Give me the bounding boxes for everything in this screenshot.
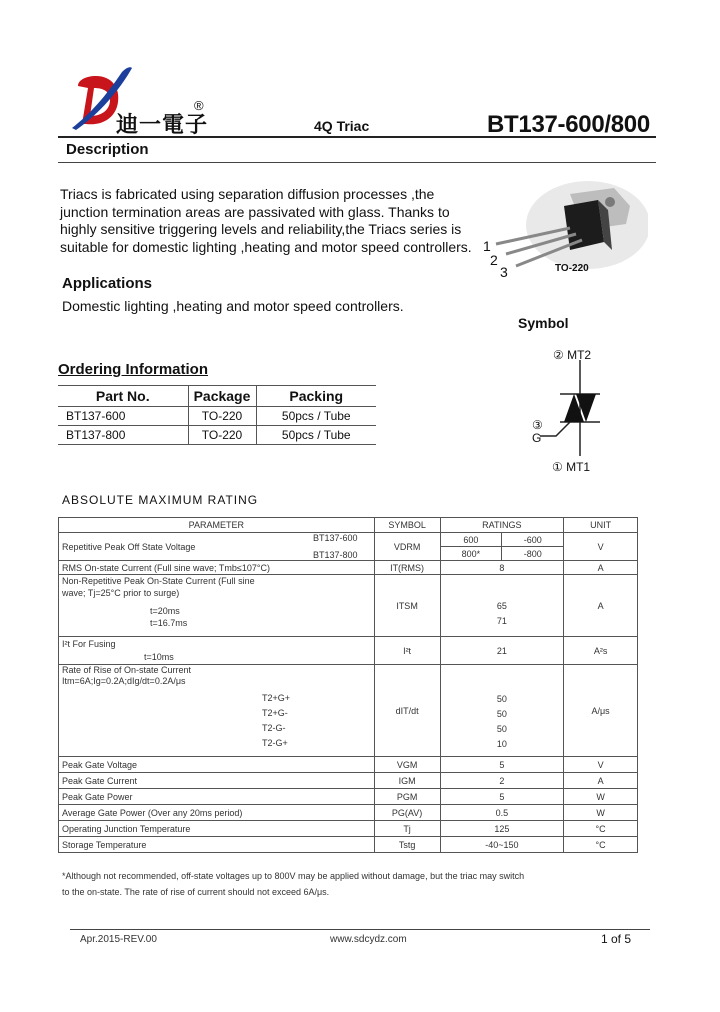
column-header: PARAMETER [59,518,375,533]
registered-mark: ® [194,98,204,113]
mt2-label: ② MT2 [553,348,592,362]
table-row [59,757,638,773]
rating-cell: -800 [502,547,564,561]
param-sub: T2-G- [262,723,286,733]
param-sub: T2+G- [262,708,288,718]
param-text: wave; Tj=25°C prior to surge) [62,588,180,598]
table-cell: BT137-800 [58,426,188,445]
param-sub: BT137-600 [313,533,358,543]
rating-cell: 5 [440,757,564,773]
rating-cell: 800* [440,547,502,561]
table-cell: BT137-600 [58,407,188,426]
table-cell: 50pcs / Tube [256,407,376,426]
param-cell [59,575,375,637]
unit-cell: A²s [564,637,638,665]
device-type: 4Q Triac [314,118,370,134]
rating-value: 50 [496,693,507,704]
rating-cell: 0.5 [440,805,564,821]
rating-cell: 8 [440,561,564,575]
rating-cell [440,575,564,637]
rating-cell: 21 [440,637,564,665]
column-header: UNIT [564,518,638,533]
rating-value: 50 [496,723,507,734]
description-line: Triacs is fabricated using separation diffusion processes ,the [60,186,435,202]
amr-table [58,517,638,853]
description-line: highly sensitive triggering levels and reliability,the Triacs series is [60,221,462,237]
table-row [59,837,638,853]
rating-cell: 5 [440,789,564,805]
table-row [58,407,376,426]
param-sub: t=20ms [150,606,180,616]
unit-cell: A/μs [564,665,638,757]
table-row [58,426,376,445]
param-text: Itm=6A;Ig=0.2A;dIg/dt=0.2A/μs [62,676,186,686]
footnote-line: to the on-state. The rate of rise of current should not exceed 6A/μs. [62,887,330,897]
gate-label: G [532,431,542,445]
param-sub: t=16.7ms [150,618,188,628]
ordering-heading: Ordering Information [58,361,208,378]
column-header: Packing [256,386,376,407]
unit-cell: W [564,789,638,805]
table-header-row [58,386,376,407]
unit-cell: °C [564,837,638,853]
symbol-cell: dIT/dt [374,665,440,757]
header-rule [58,136,656,138]
table-row [59,533,638,547]
applications-text: Domestic lighting ,heating and motor speed controllers. [62,298,404,314]
description-text [60,186,470,256]
table-row [59,561,638,575]
unit-cell: V [564,533,638,561]
param-sub: T2-G+ [262,738,288,748]
symbol-heading: Symbol [518,315,569,331]
document-title: BT137-600/800 [487,111,650,138]
rating-cell: 2 [440,773,564,789]
table-row [59,637,638,665]
param-sub: t=10ms [144,651,174,662]
symbol-cell: Tstg [374,837,440,853]
param-cell: RMS On-state Current (Full sine wave; Tmb≤107°C) [59,561,375,575]
rating-cell [440,665,564,757]
symbol-cell: PG(AV) [374,805,440,821]
table-row [59,575,638,637]
description-rule [58,162,656,163]
symbol-cell: Tj [374,821,440,837]
unit-cell: A [564,561,638,575]
param-cell: Operating Junction Temperature [59,821,375,837]
param-sub: T2+G+ [262,693,291,703]
table-cell: TO-220 [188,407,256,426]
pin-number: 1 [483,238,491,254]
footnote [62,868,582,900]
param-cell: Average Gate Power (Over any 20ms period) [59,805,375,821]
unit-cell: A [564,773,638,789]
table-row [59,805,638,821]
package-label: TO-220 [555,263,589,274]
rating-cell: 125 [440,821,564,837]
symbol-cell: IT(RMS) [374,561,440,575]
table-row [59,665,638,757]
symbol-cell: VDRM [374,533,440,561]
rating-cell: -600 [502,533,564,547]
description-line: suitable for domestic lighting ,heating and motor speed controllers. [60,238,472,255]
table-row [59,789,638,805]
column-header: SYMBOL [374,518,440,533]
symbol-cell: I²t [374,637,440,665]
param-text: Repetitive Peak Off State Voltage [62,541,196,552]
footer-revision: Apr.2015-REV.00 [80,934,157,945]
column-header: Package [188,386,256,407]
table-row [59,821,638,837]
unit-cell: °C [564,821,638,837]
rating-value: 50 [496,708,507,719]
unit-cell: W [564,805,638,821]
footer-page-number: 1 of 5 [601,932,632,946]
param-cell: Peak Gate Voltage [59,757,375,773]
ordering-table [58,385,376,445]
param-cell [59,637,375,665]
mt1-label: ① MT1 [552,460,591,474]
symbol-cell: VGM [374,757,440,773]
param-text: Rate of Rise of On-state Current [62,665,192,675]
table-row [59,773,638,789]
param-cell: Peak Gate Current [59,773,375,789]
param-cell: Peak Gate Power [59,789,375,805]
rating-value: 71 [496,615,507,626]
param-sub: BT137-800 [313,550,358,560]
rating-value: 65 [496,600,507,611]
unit-cell: A [564,575,638,637]
applications-heading: Applications [62,275,153,292]
table-cell: 50pcs / Tube [256,426,376,445]
symbol-cell: IGM [374,773,440,789]
description-heading: Description [66,141,149,158]
footnote-line: *Although not recommended, off-state voltages up to 800V may be applied without damage, but the triac may switch [62,871,525,881]
column-header: Part No. [58,386,188,407]
description-line: junction termination areas are passivated with glass. Thanks to [60,203,450,220]
rating-value: 10 [496,738,507,749]
footer-website: www.sdcydz.com [330,934,407,945]
amr-heading: ABSOLUTE MAXIMUM RATING [62,493,259,507]
param-cell [59,533,375,561]
column-header: RATINGS [440,518,564,533]
pin-number: 2 [490,252,498,268]
unit-cell: V [564,757,638,773]
pin-number: 3 [500,264,508,280]
table-header-row [59,518,638,533]
rating-cell: 600 [440,533,502,547]
param-cell [59,665,375,757]
rating-cell: -40~150 [440,837,564,853]
gate-number-label: ③ [532,418,543,432]
company-name-cn: 迪一電子 [116,112,209,137]
triac-symbol-icon [526,346,606,476]
symbol-cell: ITSM [374,575,440,637]
symbol-cell: PGM [374,789,440,805]
footer-rule [70,929,650,930]
param-text: I²t For Fusing [62,638,116,649]
table-cell: TO-220 [188,426,256,445]
param-cell: Storage Temperature [59,837,375,853]
param-text: Non-Repetitive Peak On-State Current (Full sine [62,576,255,586]
